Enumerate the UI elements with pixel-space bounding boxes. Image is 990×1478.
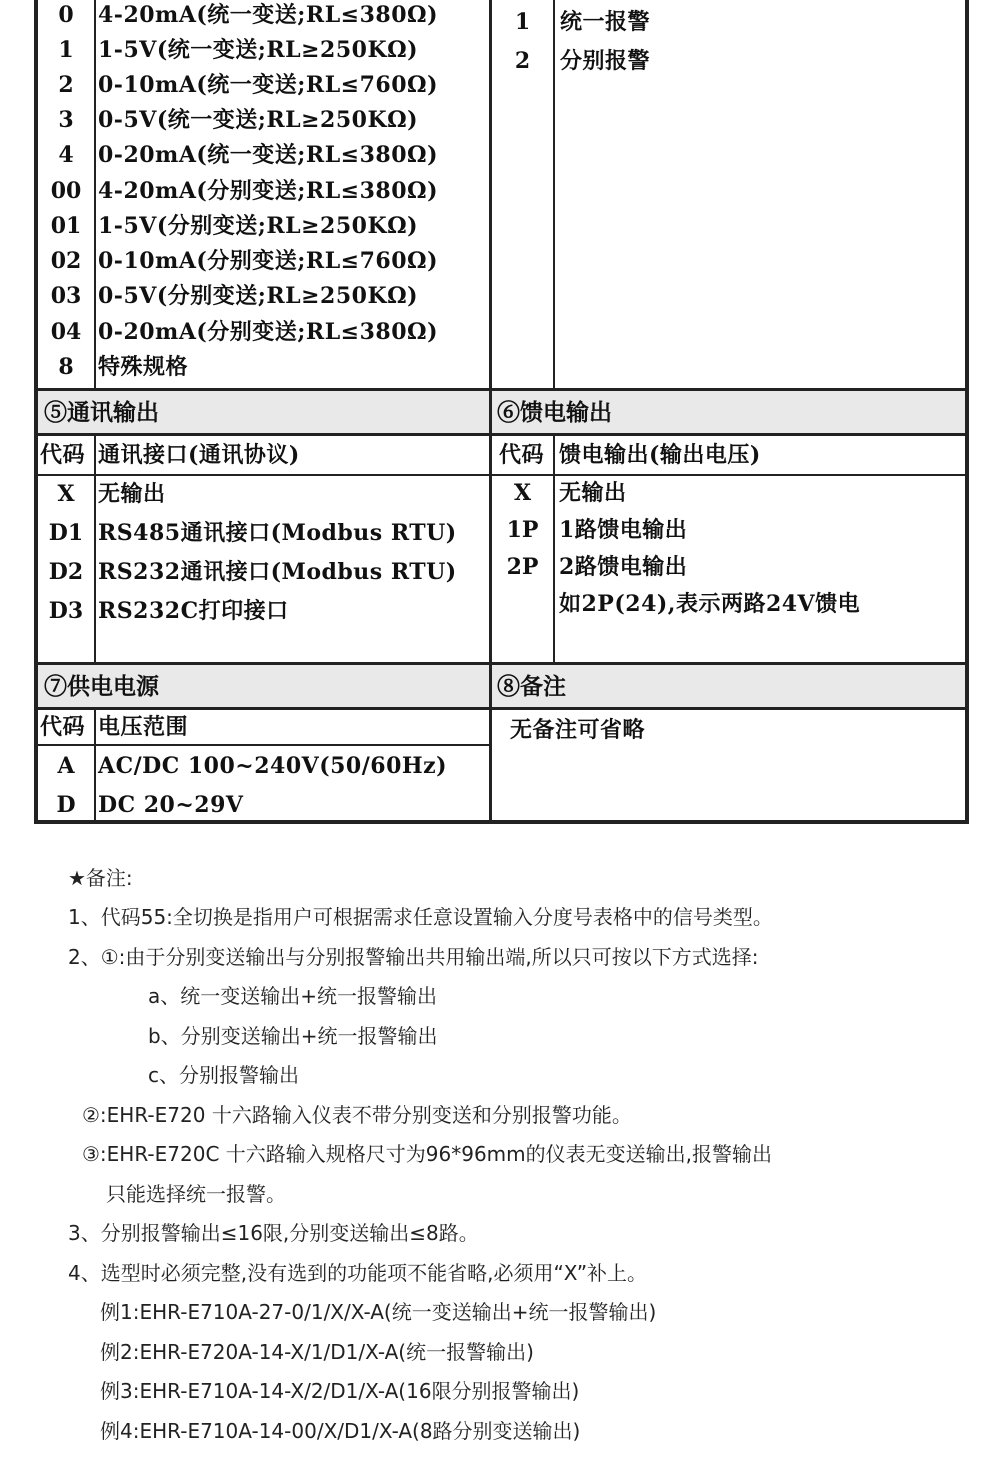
table-divider-middle (489, 0, 492, 824)
sec6-code-divider (553, 436, 555, 662)
sec4-left-text: 1-5V(分别变送;RL≥250KΩ) (98, 213, 419, 239)
sec4-left-text: 4-20mA(分别变送;RL≤380Ω) (98, 178, 439, 204)
sec6-col-desc: 馈电输出(输出电压) (559, 442, 761, 468)
sec8-text: 无备注可省略 (510, 717, 646, 743)
sec4-left-text: 1-5V(统一变送;RL≥250KΩ) (98, 37, 419, 63)
sec5-row-text: RS232C打印接口 (98, 598, 289, 624)
sec4-right-text: 统一报警 (560, 9, 651, 35)
note-line: 2、①:由于分别变送输出与分别报警输出共用输出端,所以只可按以下方式选择: (68, 945, 759, 969)
sec4-left-code: 03 (50, 283, 82, 309)
selection-table (34, 0, 969, 824)
sec4-left-code: 1 (58, 37, 74, 63)
sec4-right-code: 1 (514, 9, 531, 35)
sec4-left-text: 特殊规格 (98, 354, 189, 380)
sec4-left-code: 4 (58, 142, 74, 168)
sec6-row-text: 无输出 (559, 480, 627, 506)
note-line: ②:EHR-E720 十六路输入仪表不带分别变送和分别报警功能。 (82, 1103, 632, 1127)
sec6-row-text: 1路馈电输出 (559, 517, 688, 543)
sec4-left-code: 3 (58, 107, 74, 133)
sec5-row-code: X (57, 481, 75, 507)
sec5-row-code: D2 (48, 559, 84, 585)
sec7-col-desc: 电压范围 (98, 714, 189, 740)
sec5-col-desc: 通讯接口(通讯协议) (98, 442, 300, 468)
sec5-row-text: 无输出 (98, 481, 166, 507)
sec6-row-code: 2P (506, 554, 539, 580)
sec4-left-code: 2 (58, 72, 74, 98)
sec7-code-divider (94, 710, 96, 820)
note-line: a、统一变送输出+统一报警输出 (148, 984, 438, 1008)
sec4-left-text: 0-5V(分别变送;RL≥250KΩ) (98, 283, 419, 309)
sec4-right-code: 2 (514, 48, 531, 74)
sec7-row-text: DC 20~29V (98, 792, 244, 818)
example-line: 例2:EHR-E720A-14-X/1/D1/X-A(统一报警输出) (100, 1340, 534, 1364)
notes-heading: ★备注: (68, 866, 133, 890)
example-line: 例4:EHR-E710A-14-00/X/D1/X-A(8路分别变送输出) (100, 1419, 581, 1443)
sec4-left-text: 0-20mA(统一变送;RL≤380Ω) (98, 142, 439, 168)
sec4-left-text: 0-10mA(分别变送;RL≤760Ω) (98, 248, 439, 274)
sec4-left-code: 04 (50, 319, 82, 345)
sec5-row-code: D3 (48, 598, 84, 624)
note-line: c、分别报警输出 (148, 1063, 299, 1087)
sec5-row-text: RS232通讯接口(Modbus RTU) (98, 559, 457, 585)
sec4-left-code: 01 (50, 213, 82, 239)
sec6-title: ⑥馈电输出 (497, 399, 612, 426)
note-line: 3、分别报警输出≤16限,分别变送输出≤8路。 (68, 1221, 479, 1245)
sec4-right-text: 分别报警 (560, 48, 651, 74)
sec7-row-code: D (56, 792, 76, 818)
sec7-row-text: AC/DC 100~240V(50/60Hz) (98, 753, 448, 779)
sec4-left-code: 00 (50, 178, 82, 204)
example-line: 例3:EHR-E710A-14-X/2/D1/X-A(16限分别报警输出) (100, 1379, 580, 1403)
sec7-col-code: 代码 (40, 714, 86, 740)
sec6-row-code: X (513, 480, 532, 506)
sec5-row-code: D1 (48, 520, 84, 546)
sec6-row-text: 2路馈电输出 (559, 554, 688, 580)
sec6-row-code: 1P (506, 517, 539, 543)
sec5-title: ⑤通讯输出 (44, 399, 159, 426)
sec5-col-code: 代码 (40, 442, 86, 468)
sec5-row-text: RS485通讯接口(Modbus RTU) (98, 520, 457, 546)
note-line: b、分别变送输出+统一报警输出 (148, 1024, 438, 1048)
sec4-left-code-divider (94, 0, 96, 390)
sec4-left-text: 0-10mA(统一变送;RL≤760Ω) (98, 72, 439, 98)
note-line: 1、代码55:全切换是指用户可根据需求任意设置输入分度号表格中的信号类型。 (68, 905, 773, 929)
sec4-left-code: 0 (58, 2, 74, 28)
note-line: 4、选型时必须完整,没有选到的功能项不能省略,必须用“X”补上。 (68, 1261, 648, 1285)
sec4-left-code: 8 (58, 354, 74, 380)
sec5-code-divider (94, 436, 96, 662)
sec8-title: ⑧备注 (497, 673, 566, 700)
table-border-right (965, 0, 969, 824)
sec4-left-text: 0-20mA(分别变送;RL≤380Ω) (98, 319, 439, 345)
sec4-left-code: 02 (50, 248, 82, 274)
sec4-left-text: 0-5V(统一变送;RL≥250KΩ) (98, 107, 419, 133)
note-line: 只能选择统一报警。 (106, 1182, 286, 1206)
sec6-col-code: 代码 (499, 442, 545, 468)
sec7-title: ⑦供电电源 (44, 673, 159, 700)
sec7-row-code: A (57, 753, 75, 779)
example-line: 例1:EHR-E710A-27-0/1/X/X-A(统一变送输出+统一报警输出) (100, 1300, 657, 1324)
sec4-left-text: 4-20mA(统一变送;RL≤380Ω) (98, 2, 439, 28)
note-line: ③:EHR-E720C 十六路输入规格尺寸为96*96mm的仪表无变送输出,报警输出 (82, 1142, 772, 1166)
sec6-row-text: 如2P(24),表示两路24V馈电 (559, 591, 861, 617)
sec4-right-code-divider (553, 0, 555, 390)
